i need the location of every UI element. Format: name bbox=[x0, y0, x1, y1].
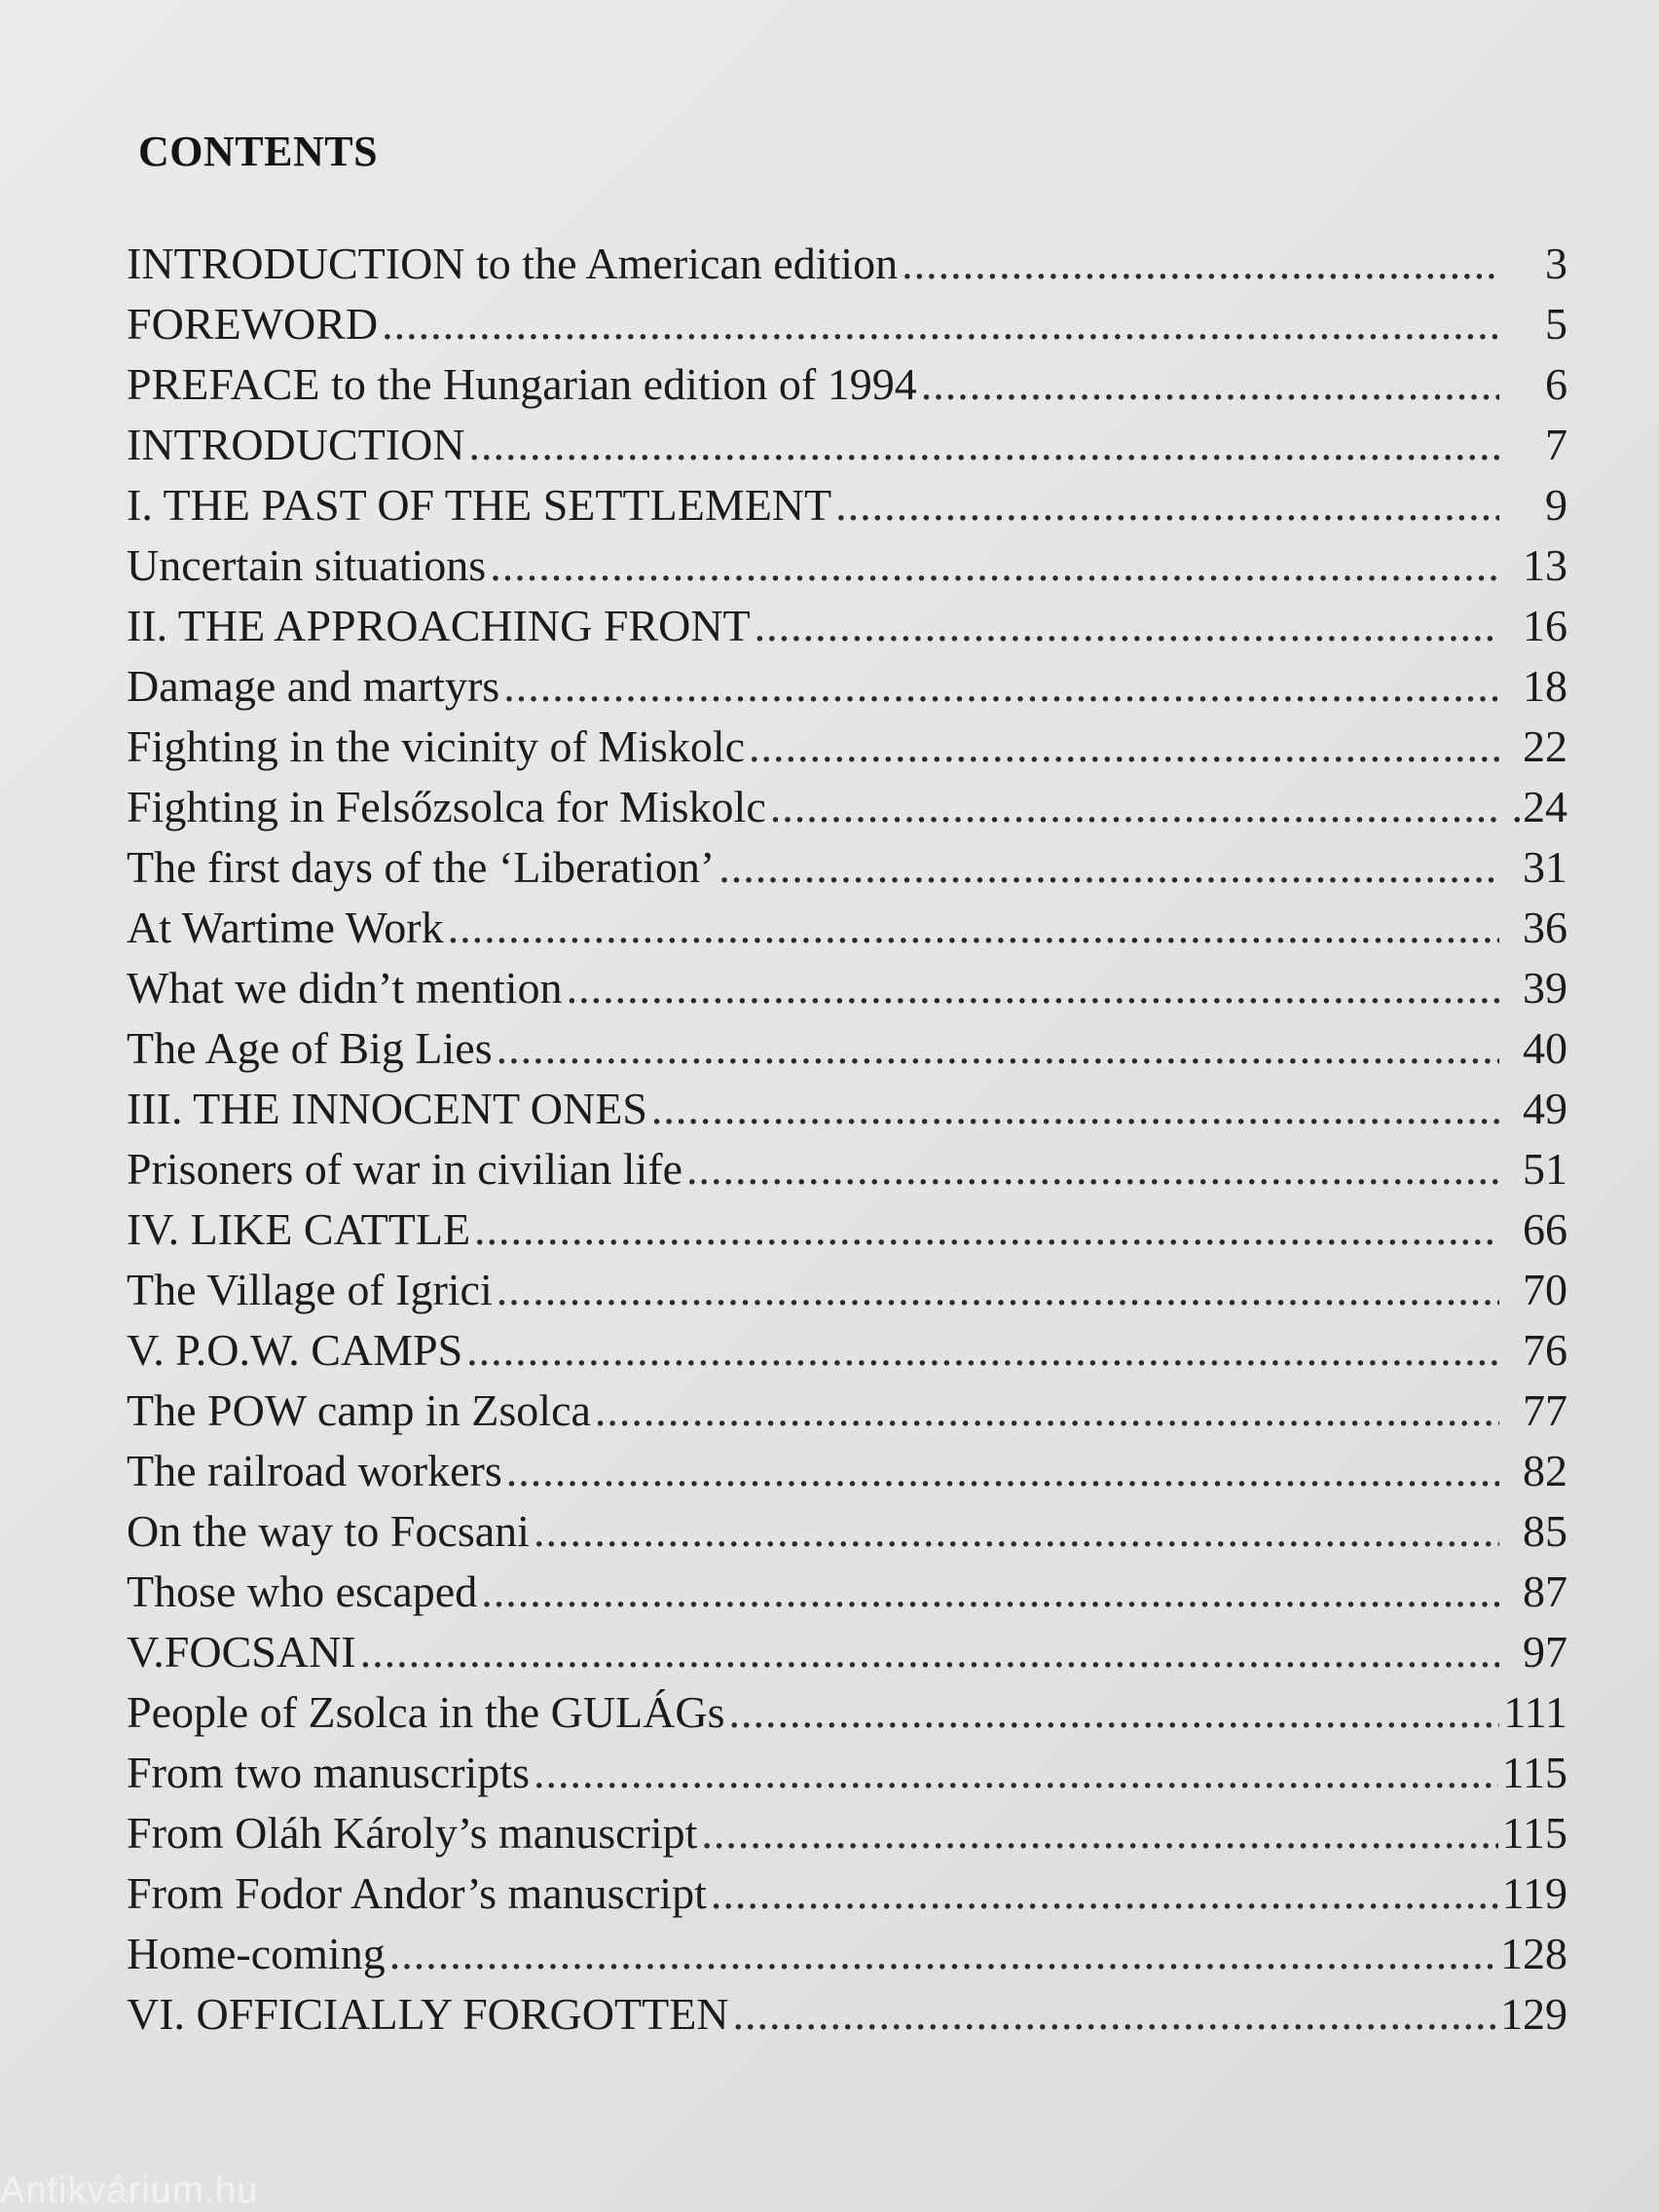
toc-entry-title: V.FOCSANI bbox=[127, 1627, 356, 1677]
dot-leader bbox=[835, 475, 1499, 535]
toc-entry bbox=[127, 234, 1567, 294]
toc-entry bbox=[127, 1622, 1567, 1682]
toc-entry bbox=[127, 1139, 1567, 1199]
toc-entry-title: The Age of Big Lies bbox=[127, 1023, 493, 1073]
dot-leader bbox=[902, 234, 1499, 294]
dot-leader bbox=[448, 898, 1499, 958]
toc-entry-title: Damage and martyrs bbox=[127, 661, 500, 711]
dot-leader bbox=[534, 1743, 1498, 1803]
toc-entry-title: V. P.O.W. CAMPS bbox=[127, 1325, 463, 1375]
toc-entry-page: 76 bbox=[1523, 1325, 1567, 1375]
toc-entry bbox=[127, 475, 1567, 535]
toc-entry bbox=[127, 1501, 1567, 1562]
toc-entry bbox=[127, 1562, 1567, 1622]
toc-entry-title: Prisoners of war in civilian life bbox=[127, 1144, 683, 1194]
toc-entry-title: PREFACE to the Hungarian edition of 1994 bbox=[127, 359, 917, 409]
dot-leader bbox=[481, 1562, 1499, 1622]
toc-entry-title: Uncertain situations bbox=[127, 540, 487, 590]
dot-leader bbox=[382, 294, 1499, 354]
toc-entry-title: At Wartime Work bbox=[127, 903, 444, 952]
dot-leader bbox=[497, 1260, 1499, 1320]
toc-entry-page: 49 bbox=[1523, 1084, 1567, 1133]
dot-leader bbox=[711, 1863, 1498, 1924]
toc-entry-title: The POW camp in Zsolca bbox=[127, 1385, 591, 1435]
toc-entry bbox=[127, 1682, 1567, 1743]
toc-entry bbox=[127, 777, 1567, 837]
dot-leader bbox=[749, 717, 1499, 777]
toc-entry-title: The first days of the ‘Liberation’ bbox=[127, 842, 716, 892]
dot-leader bbox=[360, 1622, 1499, 1682]
dot-leader bbox=[921, 354, 1499, 415]
toc-entry bbox=[127, 1199, 1567, 1260]
toc-entry bbox=[127, 1743, 1567, 1803]
toc-entry-title: People of Zsolca in the GULÁGs bbox=[127, 1687, 725, 1737]
dot-leader bbox=[770, 777, 1499, 837]
toc-entry-title: What we didn’t mention bbox=[127, 963, 563, 1013]
dot-leader bbox=[701, 1803, 1497, 1863]
toc-entry-title: On the way to Focsani bbox=[127, 1506, 530, 1556]
toc-entry bbox=[127, 656, 1567, 717]
toc-entry-page: 66 bbox=[1523, 1204, 1567, 1254]
toc-entry-page: 129 bbox=[1500, 1989, 1567, 2039]
dot-leader bbox=[729, 1682, 1500, 1743]
dot-leader bbox=[595, 1381, 1499, 1441]
toc-entry bbox=[127, 1924, 1567, 1984]
toc-entry-title: I. THE PAST OF THE SETTLEMENT bbox=[127, 480, 832, 530]
toc-entry-page: 119 bbox=[1501, 1868, 1567, 1918]
toc-entry-title: IV. LIKE CATTLE bbox=[127, 1204, 471, 1254]
toc-entry-page: 40 bbox=[1523, 1023, 1567, 1073]
toc-entry bbox=[127, 596, 1567, 656]
dot-leader bbox=[534, 1501, 1499, 1562]
toc-entry bbox=[127, 1803, 1567, 1863]
toc-entry-page: 128 bbox=[1500, 1929, 1567, 1978]
toc-entry-title: II. THE APPROACHING FRONT bbox=[127, 601, 751, 650]
toc-entry-page: 22 bbox=[1523, 721, 1567, 771]
toc-entry-title: The Village of Igrici bbox=[127, 1265, 493, 1314]
contents-heading: CONTENTS bbox=[138, 128, 379, 175]
toc-entry bbox=[127, 1984, 1567, 2045]
toc-entry-page: 9 bbox=[1545, 480, 1567, 530]
toc-entry-page: 36 bbox=[1523, 903, 1567, 952]
toc-entry-page: 111 bbox=[1503, 1687, 1567, 1737]
toc-entry bbox=[127, 1441, 1567, 1501]
toc-entry bbox=[127, 717, 1567, 777]
dot-leader bbox=[503, 656, 1499, 717]
toc-entry-title: INTRODUCTION bbox=[127, 420, 465, 469]
toc-entry-title: VI. OFFICIALLY FORGOTTEN bbox=[127, 1989, 729, 2039]
dot-leader bbox=[497, 1018, 1499, 1079]
toc-entry-title: III. THE INNOCENT ONES bbox=[127, 1084, 647, 1133]
toc-entry-title: Fighting in Felsőzsolca for Miskolc bbox=[127, 782, 766, 831]
toc-entry bbox=[127, 415, 1567, 475]
toc-entry-page: 39 bbox=[1523, 963, 1567, 1013]
toc-entry-page: 31 bbox=[1523, 842, 1567, 892]
toc-entry-page: .24 bbox=[1511, 782, 1567, 831]
dot-leader bbox=[733, 1984, 1496, 2045]
toc-entry bbox=[127, 354, 1567, 415]
toc-entry-page: 70 bbox=[1523, 1265, 1567, 1314]
toc-entry-page: 97 bbox=[1523, 1627, 1567, 1677]
dot-leader bbox=[490, 535, 1499, 596]
toc-entry-page: 18 bbox=[1523, 661, 1567, 711]
toc-entry-title: The railroad workers bbox=[127, 1446, 502, 1495]
toc-entry bbox=[127, 1863, 1567, 1924]
toc-entry-title: Home-coming bbox=[127, 1929, 386, 1978]
toc-entry-page: 7 bbox=[1545, 420, 1567, 469]
toc-entry bbox=[127, 837, 1567, 898]
toc-entry-title: From Fodor Andor’s manuscript bbox=[127, 1868, 707, 1918]
toc-entry-title: From Oláh Károly’s manuscript bbox=[127, 1808, 698, 1858]
toc-entry-page: 3 bbox=[1545, 239, 1567, 288]
toc-entry bbox=[127, 294, 1567, 354]
watermark: Antikvárium.hu bbox=[0, 2170, 259, 2211]
dot-leader bbox=[755, 596, 1499, 656]
toc-entry-title: FOREWORD bbox=[127, 299, 379, 349]
toc-entry bbox=[127, 958, 1567, 1018]
toc-entry-title: Fighting in the vicinity of Miskolc bbox=[127, 721, 746, 771]
toc-entry bbox=[127, 1018, 1567, 1079]
dot-leader bbox=[719, 837, 1499, 898]
toc-entry bbox=[127, 1260, 1567, 1320]
toc-entry-page: 51 bbox=[1523, 1144, 1567, 1194]
toc-entry-page: 85 bbox=[1523, 1506, 1567, 1556]
toc-entry-page: 5 bbox=[1545, 299, 1567, 349]
toc-entry-title: From two manuscripts bbox=[127, 1748, 530, 1797]
toc-entry-page: 16 bbox=[1523, 601, 1567, 650]
toc-entry-page: 77 bbox=[1523, 1385, 1567, 1435]
dot-leader bbox=[567, 958, 1499, 1018]
toc-entry-page: 87 bbox=[1523, 1567, 1567, 1616]
toc-entry bbox=[127, 1079, 1567, 1139]
dot-leader bbox=[474, 1199, 1499, 1260]
toc-entry bbox=[127, 898, 1567, 958]
dot-leader bbox=[506, 1441, 1499, 1501]
toc-entry bbox=[127, 1320, 1567, 1381]
toc-entry-page: 13 bbox=[1523, 540, 1567, 590]
dot-leader bbox=[651, 1079, 1499, 1139]
toc-entry-title: Those who escaped bbox=[127, 1567, 478, 1616]
toc-entry bbox=[127, 1381, 1567, 1441]
toc-entry-page: 115 bbox=[1501, 1748, 1567, 1797]
dot-leader bbox=[389, 1924, 1496, 1984]
toc-entry-title: INTRODUCTION to the American edition bbox=[127, 239, 899, 288]
toc-entry-page: 115 bbox=[1501, 1808, 1567, 1858]
toc-entry-page: 82 bbox=[1523, 1446, 1567, 1495]
table-of-contents bbox=[127, 234, 1567, 2045]
toc-entry-page: 6 bbox=[1545, 359, 1567, 409]
dot-leader bbox=[466, 1320, 1499, 1381]
dot-leader bbox=[686, 1139, 1499, 1199]
dot-leader bbox=[469, 415, 1499, 475]
toc-entry bbox=[127, 535, 1567, 596]
